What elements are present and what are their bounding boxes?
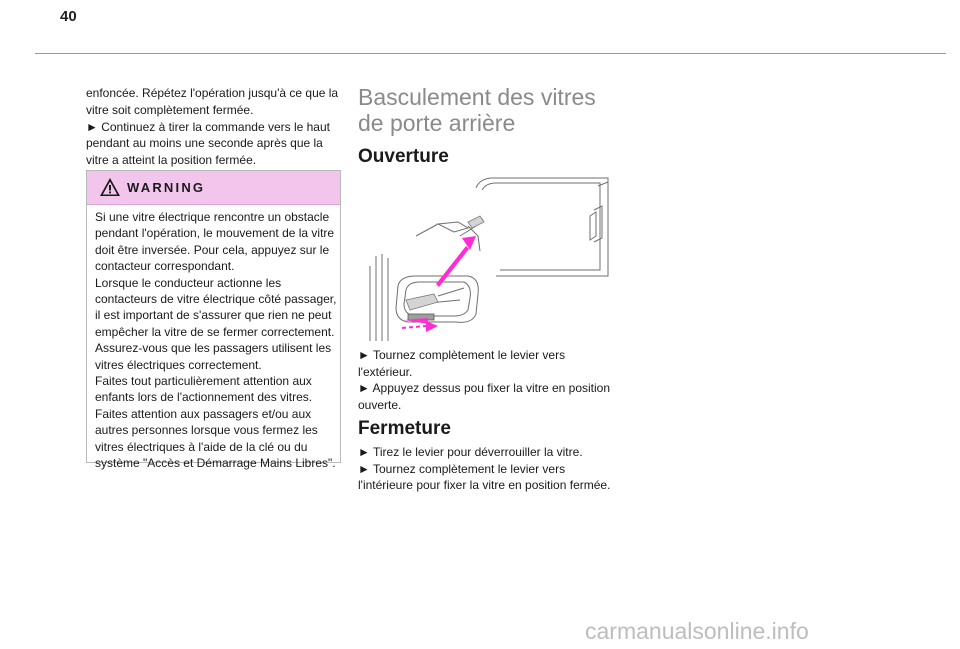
warning-line: empêcher la vitre de se fermer correctement. — [95, 324, 335, 339]
page-number: 40 — [60, 8, 77, 25]
intro-line: vitre soit complètement fermée. — [86, 102, 254, 117]
warning-line: Assurez-vous que les passagers utilisent les — [95, 341, 332, 356]
opening-instructions — [358, 347, 620, 413]
opening-heading: Ouverture — [358, 146, 449, 167]
warning-header — [87, 171, 340, 205]
header-divider — [35, 53, 946, 54]
warning-line: doit être inversée. Pour cela, appuyez sur le — [95, 242, 330, 257]
instruction-line: l'extérieur. — [358, 364, 413, 379]
warning-line: système "Accès et Démarrage Mains Libres". — [95, 456, 336, 471]
warning-line: il est important de s'assurer que rien ne peut — [95, 308, 332, 323]
warning-line: pendant l'opération, le mouvement de la vitre — [95, 226, 335, 241]
closing-instructions — [358, 444, 620, 494]
instruction-line: ► Tournez complètement le levier vers — [358, 461, 566, 476]
intro-line: enfoncée. Répétez l'opération jusqu'à ce que la — [86, 86, 339, 100]
warning-line: Faites tout particulièrement attention aux — [95, 374, 312, 389]
section-title — [358, 84, 596, 136]
warning-box — [86, 170, 341, 471]
warning-triangle-icon — [99, 177, 121, 197]
window-latch-illustration — [368, 176, 618, 341]
instruction-line: ► Tournez complètement le levier vers — [358, 348, 566, 362]
warning-line: contacteur correspondant. — [95, 259, 235, 274]
watermark: carmanualsonline.info — [585, 618, 809, 644]
intro-paragraph — [86, 85, 341, 169]
warning-line: contacteurs de vitre électrique côté passager, — [95, 292, 337, 307]
instruction-line: l'intérieure pour fixer la vitre en position fermée. — [358, 478, 611, 493]
warning-line: Lorsque le conducteur actionne les — [95, 275, 282, 290]
intro-line: vitre a atteint la position fermée. — [86, 153, 257, 168]
closing-heading: Fermeture — [358, 418, 451, 439]
warning-line: vitres électriques à l'aide de la clé ou du — [95, 439, 308, 454]
warning-line: Faites attention aux passagers et/ou aux — [95, 406, 312, 421]
instruction-line: ► Appuyez dessus pou fixer la vitre en position — [358, 381, 611, 396]
instruction-line: ouverte. — [358, 397, 402, 412]
warning-line: enfants lors de l'actionnement des vitres. — [95, 390, 313, 405]
warning-title: WARNING — [127, 180, 206, 195]
instruction-line: ► Tirez le levier pour déverrouiller la vitre. — [358, 445, 583, 459]
intro-line: ► Continuez à tirer la commande vers le haut — [86, 119, 330, 134]
warning-line: autres personnes lorsque vous fermez les — [95, 423, 318, 438]
warning-line: vitres électriques correctement. — [95, 357, 262, 372]
section-title-line: de porte arrière — [358, 110, 516, 136]
warning-text — [95, 209, 335, 472]
warning-line: Si une vitre électrique rencontre un obstacle — [95, 210, 330, 224]
section-title-line: Basculement des vitres — [358, 84, 596, 110]
intro-line: pendant au moins une seconde après que la — [86, 136, 323, 151]
